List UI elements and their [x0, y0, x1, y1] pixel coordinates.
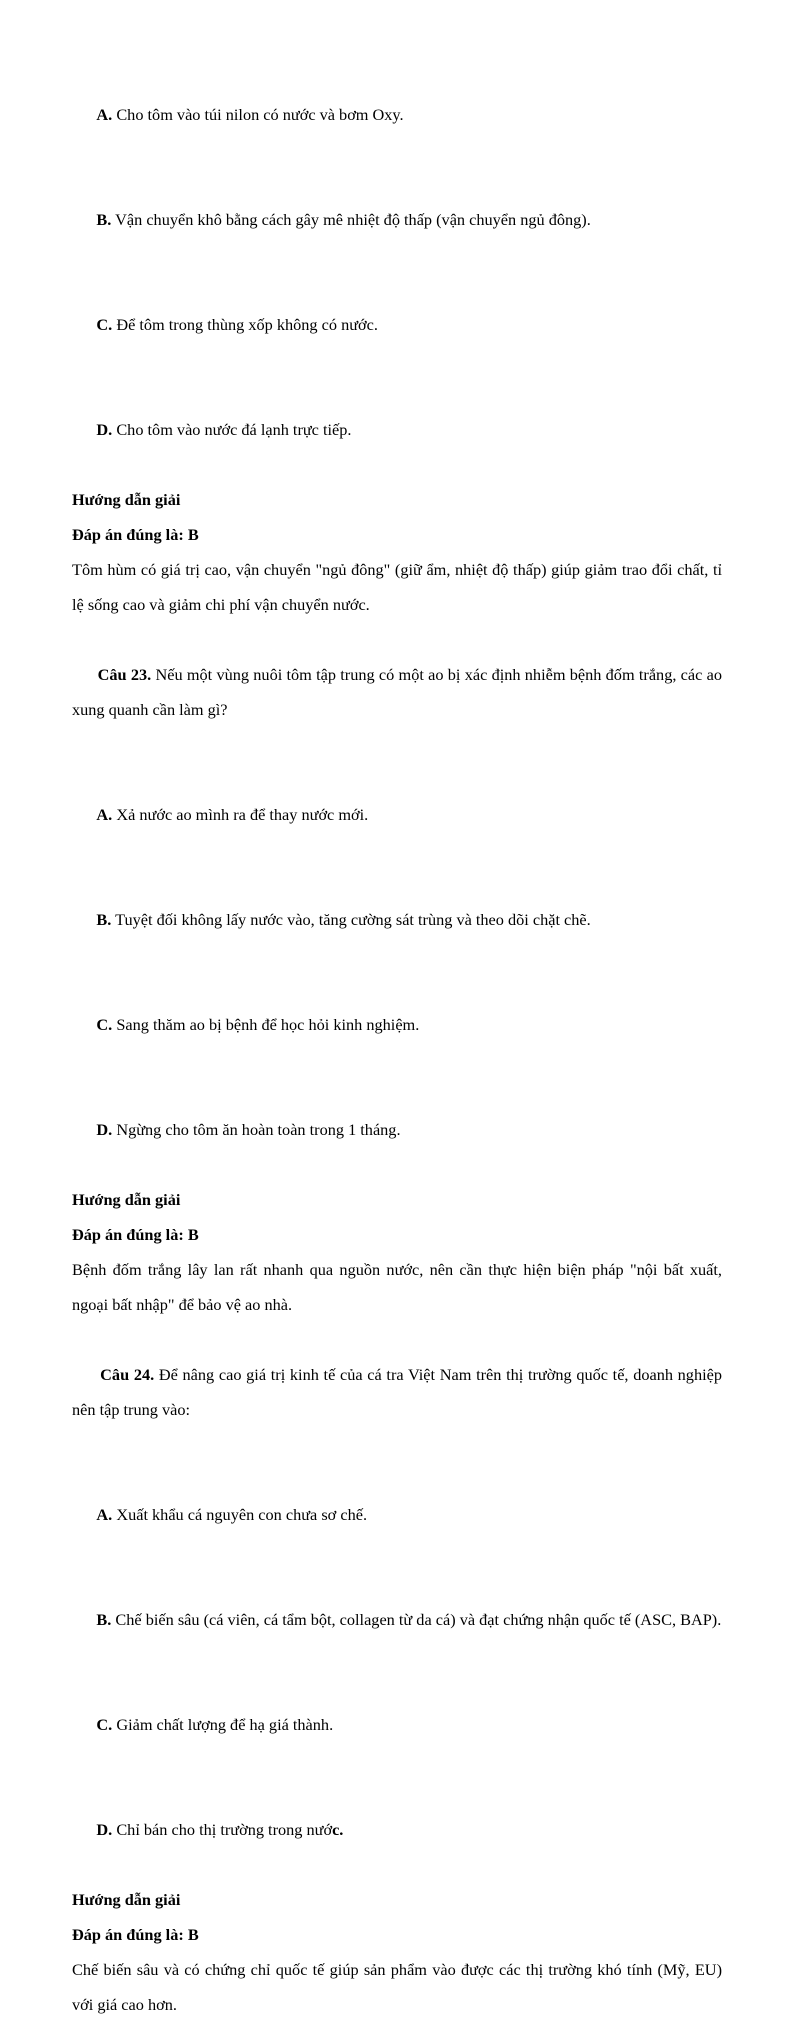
option-letter: B.	[96, 1610, 112, 1629]
explanation-paragraph: Tôm hùm có giá trị cao, vận chuyển "ngủ đông" (giữ ẩm, nhiệt độ thấp) giúp giảm trao đổi chất, tỉ lệ sống cao và giảm chi phí vận chuyển nước.	[72, 560, 727, 614]
option-text: Xuất khẩu cá nguyên con chưa sơ chế.	[112, 1505, 368, 1524]
explanation-paragraph: Chế biến sâu và có chứng chỉ quốc tế giúp sản phẩm vào được các thị trường khó tính (Mỹ, EU) với giá cao hơn.	[72, 1960, 727, 2014]
question-label: Câu 23.	[97, 665, 152, 684]
question-text: Nếu một vùng nuôi tôm tập trung có một ao bị xác định nhiễm bệnh đốm trắng, các ao xung quanh cần làm gì?	[72, 665, 727, 719]
option-row	[72, 272, 722, 377]
option-letter: C.	[96, 315, 113, 334]
option-text: Tuyệt đối không lấy nước vào, tăng cường sát trùng và theo dõi chặt chẽ.	[111, 910, 591, 929]
option-text: Cho tôm vào túi nilon có nước và bơm Oxy.	[112, 105, 404, 124]
option-text: Vận chuyển khô bằng cách gây mê nhiệt độ thấp (vận chuyển ngủ đông).	[111, 210, 591, 229]
option-text: Giảm chất lượng để hạ giá thành.	[112, 1715, 334, 1734]
option-letter: B.	[96, 210, 112, 229]
answer-heading: Đáp án đúng là: B	[72, 1225, 199, 1244]
option-row	[72, 1777, 722, 1882]
option-letter: A.	[96, 1505, 113, 1524]
option-text: Chế biến sâu (cá viên, cá tẩm bột, collagen từ da cá) và đạt chứng nhận quốc tế (ASC, BAP).	[111, 1610, 722, 1629]
guide-heading: Hướng dẫn giải	[72, 1190, 181, 1209]
option-letter: A.	[96, 805, 113, 824]
guide-heading: Hướng dẫn giải	[72, 490, 181, 509]
option-text: Chỉ bán cho thị trường trong nướ	[112, 1820, 333, 1839]
option-text: Sang thăm ao bị bệnh để học hỏi kinh nghiệm.	[112, 1015, 420, 1034]
question-paragraph	[72, 622, 727, 762]
answer-heading: Đáp án đúng là: B	[72, 1925, 199, 1944]
option-row	[72, 1567, 722, 1672]
option-letter: D.	[96, 420, 113, 439]
option-row	[72, 972, 722, 1077]
question-label: Câu 24.	[100, 1365, 155, 1384]
option-letter: C.	[96, 1715, 113, 1734]
option-text-bold-tail: c.	[332, 1820, 344, 1839]
option-letter: B.	[96, 910, 112, 929]
option-text: Ngừng cho tôm ăn hoàn toàn trong 1 tháng.	[112, 1120, 401, 1139]
option-text: Để tôm trong thùng xốp không có nước.	[112, 315, 378, 334]
option-row	[72, 762, 722, 867]
option-text: Cho tôm vào nước đá lạnh trực tiếp.	[112, 420, 352, 439]
question-text: Để nâng cao giá trị kinh tế của cá tra Việt Nam trên thị trường quốc tế, doanh nghiệp nên tập trung vào:	[72, 1365, 727, 1419]
answer-heading: Đáp án đúng là: B	[72, 525, 199, 544]
explanation-paragraph: Bệnh đốm trắng lây lan rất nhanh qua nguồn nước, nên cần thực hiện biện pháp "nội bất xuất, ngoại bất nhập" để bảo vệ ao nhà.	[72, 1260, 727, 1314]
question-paragraph	[72, 1322, 727, 1462]
option-row	[72, 167, 722, 272]
option-row	[72, 867, 722, 972]
guide-heading: Hướng dẫn giải	[72, 1890, 181, 1909]
option-letter: A.	[96, 105, 113, 124]
option-text: Xả nước ao mình ra để thay nước mới.	[112, 805, 369, 824]
option-row	[72, 1462, 722, 1567]
option-row	[72, 1077, 722, 1182]
option-row	[72, 377, 722, 482]
option-letter: D.	[96, 1820, 113, 1839]
option-letter: C.	[96, 1015, 113, 1034]
option-row	[72, 62, 722, 167]
option-letter: D.	[96, 1120, 113, 1139]
document-body	[72, 62, 727, 2022]
option-row	[72, 1672, 722, 1777]
